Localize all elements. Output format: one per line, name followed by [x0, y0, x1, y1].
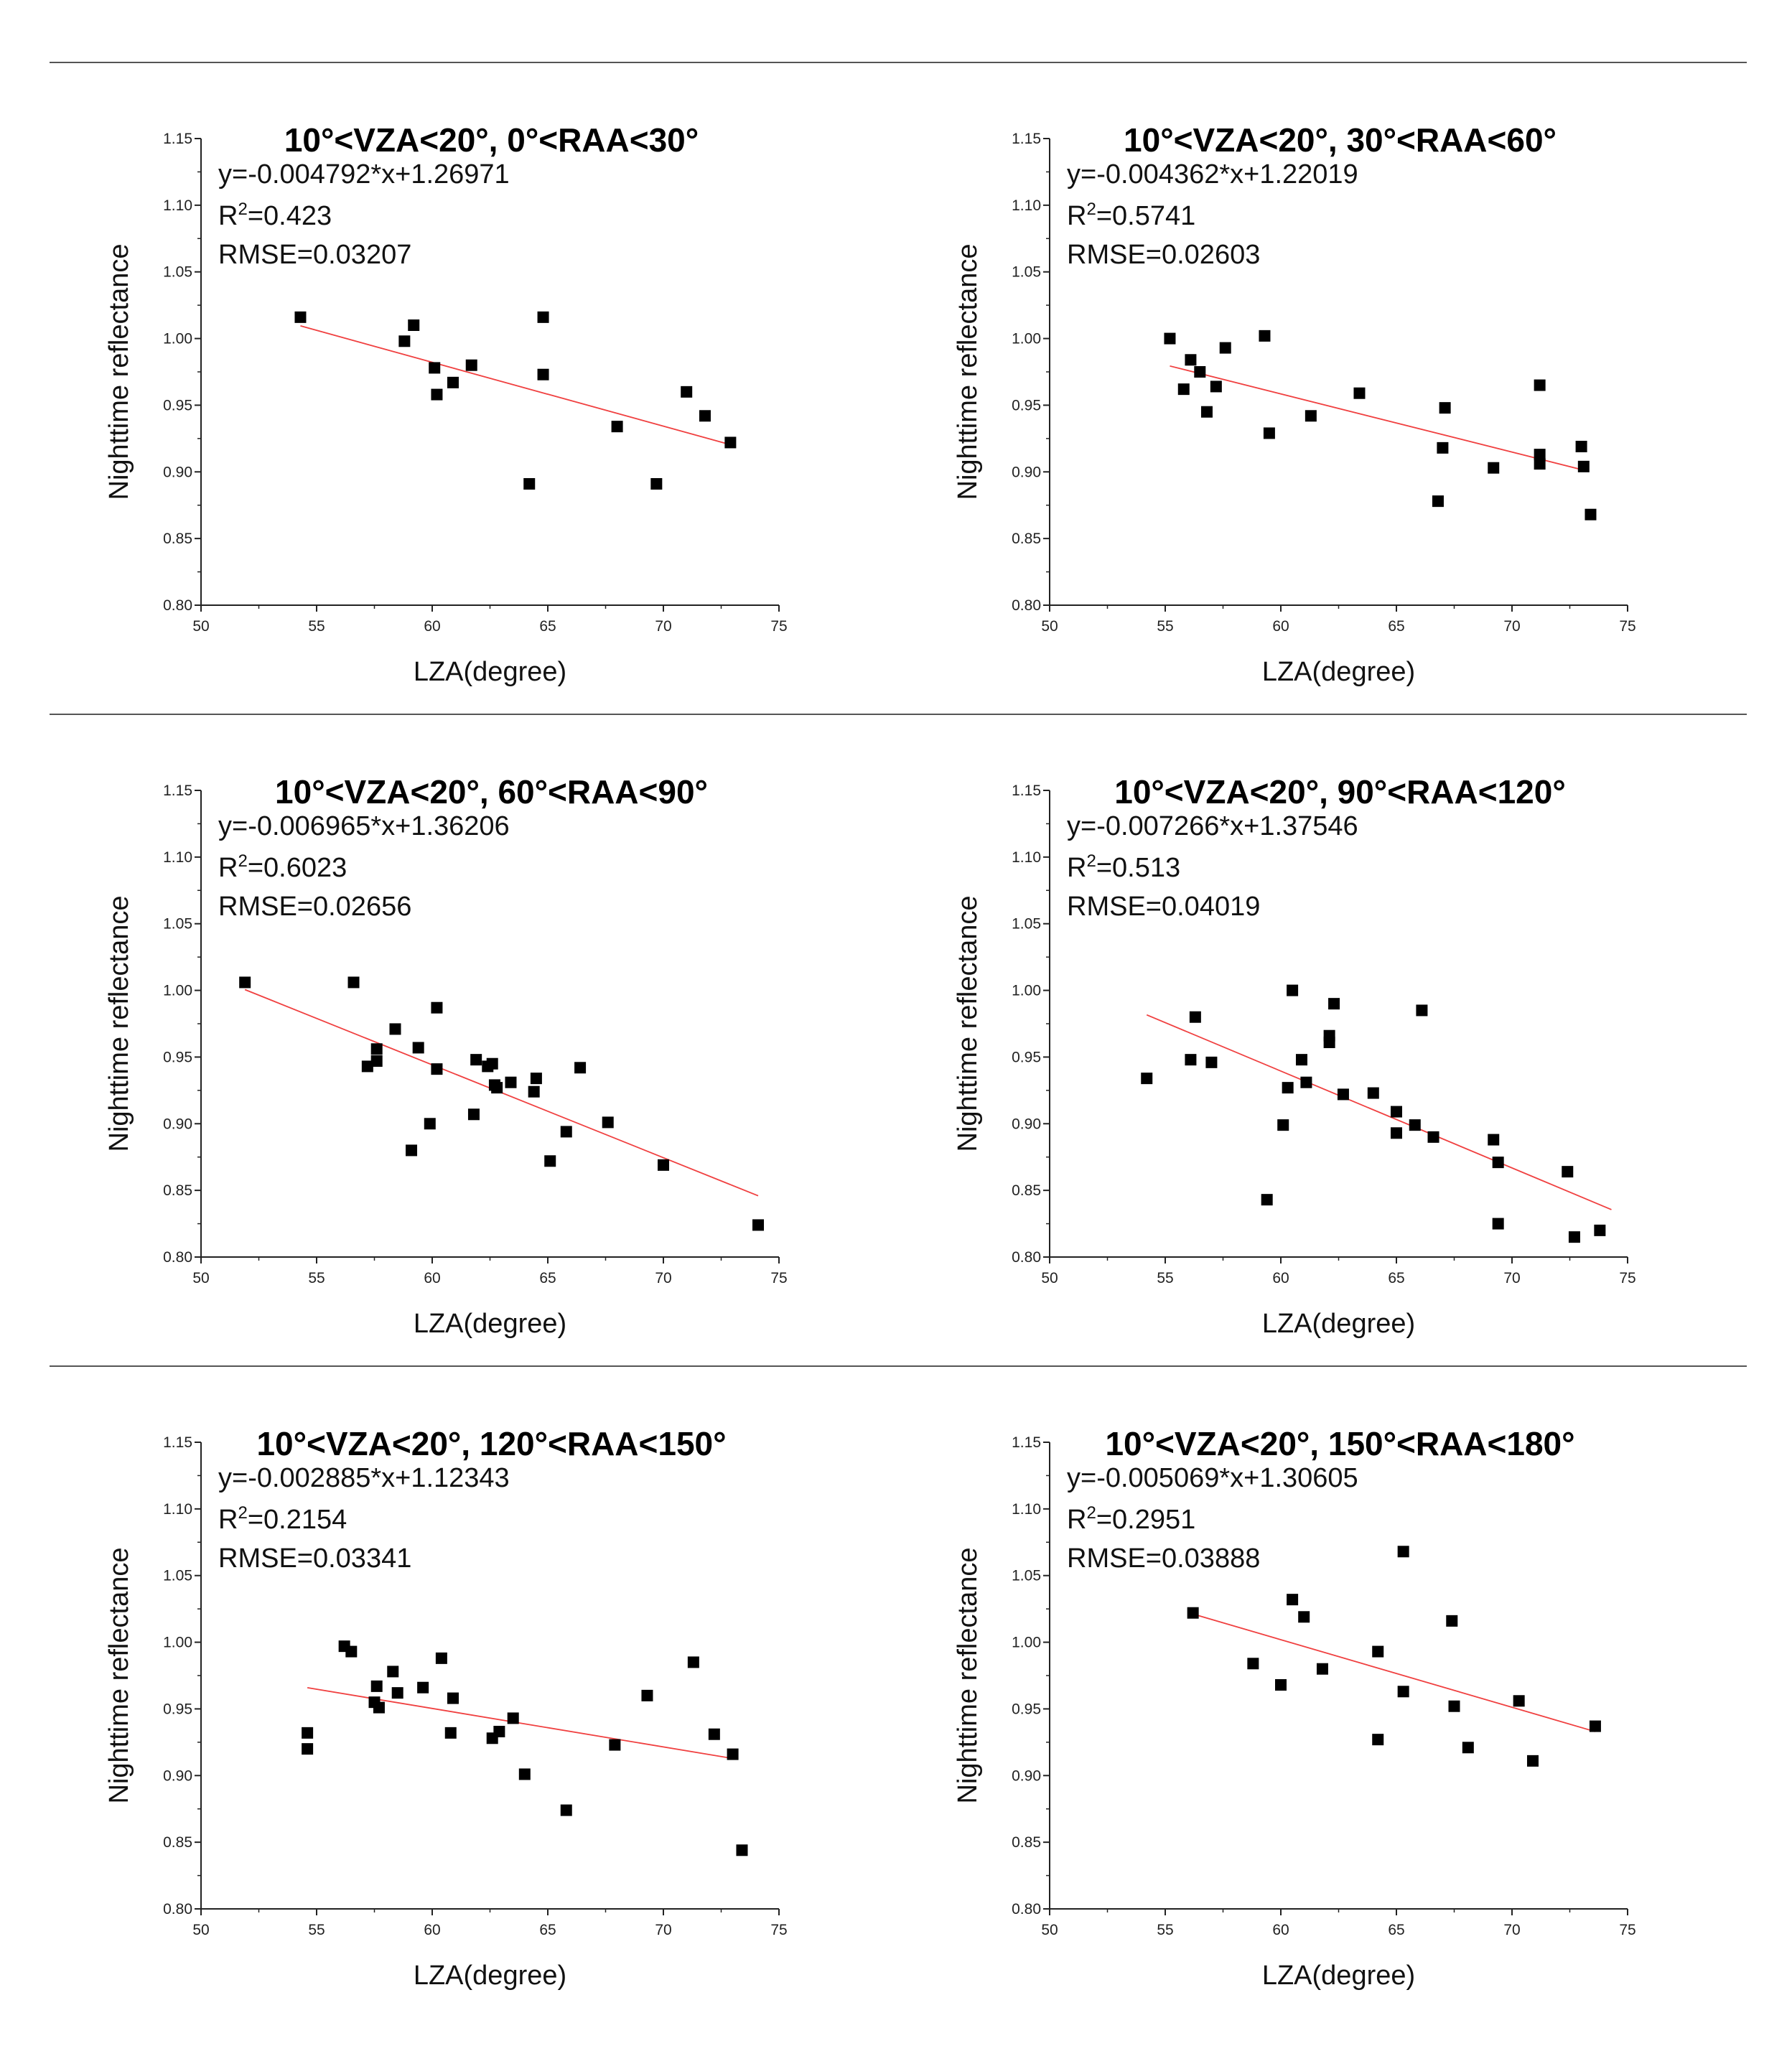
fit-line [300, 326, 730, 445]
r-squared-value: =0.2951 [1096, 1505, 1196, 1535]
data-point [1194, 366, 1205, 378]
r-squared-value: =0.513 [1096, 853, 1181, 883]
y-tick-label: 0.85 [1012, 531, 1041, 548]
data-point [1372, 1734, 1383, 1745]
x-tick-label: 70 [655, 1270, 672, 1286]
y-tick-label: 0.90 [1012, 464, 1041, 481]
data-point [1590, 1721, 1601, 1732]
data-point [1513, 1695, 1525, 1706]
chart-title: 10°<VZA<20°, 0°<RAA<30° [284, 121, 699, 159]
data-point [1247, 1658, 1259, 1669]
data-point [1210, 380, 1222, 392]
y-tick-label: 1.10 [1012, 849, 1041, 866]
data-point [1201, 406, 1213, 418]
r-squared-superscript: 2 [1086, 851, 1096, 871]
r-squared-superscript: 2 [238, 200, 248, 219]
data-point [408, 319, 419, 331]
x-tick-label: 55 [308, 1922, 325, 1938]
data-point [1398, 1686, 1409, 1697]
data-point [373, 1702, 385, 1714]
y-tick-label: 0.85 [1012, 1182, 1041, 1200]
scatter-panel-5 [104, 1425, 788, 1991]
data-point [239, 976, 251, 988]
rmse: RMSE=0.04019 [1067, 892, 1261, 922]
data-point [602, 1116, 614, 1128]
regression-equation: y=-0.002885*x+1.12343 [218, 1463, 510, 1493]
x-tick-label: 75 [770, 618, 788, 635]
y-tick-label: 1.15 [1012, 783, 1041, 799]
r-squared-superscript: 2 [238, 1503, 248, 1523]
data-point [1493, 1218, 1504, 1230]
x-axis-label: LZA(degree) [1261, 657, 1416, 687]
x-tick-label: 75 [1619, 1922, 1636, 1938]
data-point [1488, 1134, 1499, 1146]
data-point [1391, 1106, 1402, 1118]
x-tick-label: 50 [192, 1922, 210, 1938]
x-axis-label: LZA(degree) [413, 1309, 567, 1339]
chart-title: 10°<VZA<20°, 30°<RAA<60° [1124, 121, 1557, 159]
data-point [574, 1062, 586, 1073]
data-point [699, 410, 711, 421]
x-tick-label: 75 [770, 1270, 788, 1286]
data-point [1305, 410, 1317, 421]
x-tick-label: 60 [424, 1922, 441, 1938]
data-point [1372, 1646, 1383, 1658]
data-point [736, 1844, 747, 1856]
x-tick-label: 75 [770, 1922, 788, 1938]
data-point [1296, 1054, 1307, 1065]
data-point [544, 1155, 556, 1167]
data-point [468, 1108, 480, 1120]
data-point [1178, 383, 1190, 395]
data-point [650, 478, 662, 490]
scatter-panel-2 [953, 121, 1636, 687]
data-point [1534, 380, 1546, 391]
data-point [487, 1058, 498, 1070]
rmse: RMSE=0.03341 [218, 1543, 412, 1574]
y-tick-label: 0.85 [1012, 1834, 1041, 1851]
y-tick-label: 1.15 [163, 131, 192, 147]
data-point [1264, 427, 1275, 439]
data-point [1317, 1663, 1328, 1675]
r-squared-value: =0.6023 [247, 853, 347, 883]
data-point [447, 1693, 459, 1704]
y-axis-label: Nighttime reflectance [953, 1547, 983, 1804]
r-squared-value: =0.5741 [1096, 201, 1196, 231]
regression-equation: y=-0.004362*x+1.22019 [1067, 159, 1358, 190]
data-point [641, 1690, 653, 1701]
data-point [445, 1727, 457, 1739]
data-point [1416, 1004, 1427, 1016]
data-point [1261, 1194, 1273, 1205]
x-tick-label: 50 [192, 1270, 210, 1286]
rmse: RMSE=0.03888 [1067, 1543, 1261, 1574]
y-tick-label: 1.10 [1012, 1500, 1041, 1518]
data-point [348, 976, 360, 988]
y-tick-label: 0.85 [163, 531, 192, 548]
r-squared [1067, 1503, 1195, 1535]
chart-title: 10°<VZA<20°, 120°<RAA<150° [256, 1425, 727, 1462]
y-tick-label: 0.95 [163, 1701, 192, 1718]
x-axis-label: LZA(degree) [413, 657, 567, 687]
y-tick-label: 1.10 [1012, 197, 1041, 214]
data-point [709, 1729, 720, 1740]
data-point [1428, 1131, 1439, 1143]
x-tick-label: 55 [1157, 1922, 1174, 1938]
r-squared-label: R [1067, 853, 1087, 883]
data-point [612, 421, 623, 432]
y-tick-label: 0.95 [1012, 397, 1041, 414]
data-point [1187, 1607, 1199, 1619]
y-tick-label: 0.90 [163, 1767, 192, 1785]
regression-equation: y=-0.007266*x+1.37546 [1067, 811, 1358, 841]
data-point [1534, 458, 1546, 470]
x-tick-label: 65 [1388, 618, 1405, 635]
data-point [1576, 441, 1587, 452]
data-point [1562, 1166, 1573, 1177]
data-point [1585, 509, 1596, 520]
y-tick-label: 0.90 [163, 1116, 192, 1133]
regression-equation: y=-0.005069*x+1.30605 [1067, 1463, 1358, 1493]
y-tick-label: 0.95 [1012, 1701, 1041, 1718]
data-point [398, 335, 410, 347]
y-tick-label: 1.05 [163, 263, 192, 281]
data-point [1287, 1594, 1298, 1605]
x-tick-label: 65 [1388, 1270, 1405, 1286]
data-point [1282, 1082, 1294, 1093]
data-point [1338, 1088, 1349, 1100]
y-tick-label: 0.85 [163, 1182, 192, 1200]
r-squared-superscript: 2 [1086, 1503, 1096, 1523]
data-point [1205, 1057, 1217, 1068]
x-tick-label: 60 [424, 618, 441, 635]
data-point [505, 1077, 516, 1088]
y-axis-label: Nighttime reflectance [104, 895, 134, 1152]
data-point [470, 1054, 482, 1065]
y-tick-label: 1.05 [163, 915, 192, 933]
y-tick-label: 0.80 [163, 1901, 192, 1917]
data-point [1141, 1073, 1152, 1084]
y-tick-label: 0.95 [163, 397, 192, 414]
y-tick-label: 0.80 [1012, 1249, 1041, 1266]
data-point [431, 1002, 442, 1014]
r-squared-label: R [1067, 1505, 1087, 1535]
y-tick-label: 1.05 [1012, 263, 1041, 281]
fit-line [1147, 1015, 1611, 1210]
x-tick-label: 65 [539, 1270, 556, 1286]
y-tick-label: 0.90 [1012, 1767, 1041, 1785]
data-point [752, 1219, 764, 1230]
y-tick-label: 1.10 [163, 197, 192, 214]
data-point [1462, 1742, 1474, 1753]
r-squared-label: R [218, 201, 238, 231]
regression-equation: y=-0.004792*x+1.26971 [218, 159, 510, 190]
data-point [1493, 1157, 1504, 1168]
chart-title: 10°<VZA<20°, 90°<RAA<120° [1114, 773, 1566, 811]
data-point [1328, 998, 1340, 1009]
y-tick-label: 1.00 [163, 1634, 192, 1651]
data-point [1439, 402, 1451, 414]
data-point [688, 1656, 699, 1668]
x-tick-label: 55 [1157, 1270, 1174, 1286]
data-point [609, 1739, 620, 1751]
data-point [371, 1681, 383, 1692]
y-tick-label: 0.80 [163, 1249, 192, 1266]
y-tick-label: 1.00 [1012, 1634, 1041, 1651]
data-point [493, 1726, 505, 1737]
data-point [1185, 354, 1196, 365]
y-tick-label: 1.05 [1012, 915, 1041, 933]
data-point [538, 312, 549, 323]
y-tick-label: 1.15 [163, 783, 192, 799]
r-squared-label: R [218, 1505, 238, 1535]
rmse: RMSE=0.02603 [1067, 240, 1261, 270]
x-axis-label: LZA(degree) [413, 1961, 567, 1991]
y-tick-label: 1.15 [1012, 1434, 1041, 1451]
x-tick-label: 70 [655, 1922, 672, 1938]
x-tick-label: 50 [1041, 1270, 1058, 1286]
data-point [1409, 1119, 1421, 1131]
data-point [1398, 1546, 1409, 1557]
data-point [1277, 1119, 1289, 1131]
data-point [519, 1768, 531, 1780]
x-tick-label: 70 [1503, 1270, 1521, 1286]
data-point [371, 1055, 383, 1067]
x-tick-label: 55 [1157, 618, 1174, 635]
y-tick-label: 0.90 [1012, 1116, 1041, 1133]
data-point [1353, 388, 1365, 399]
data-point [345, 1646, 357, 1658]
y-tick-label: 0.80 [1012, 597, 1041, 614]
y-tick-label: 0.95 [163, 1049, 192, 1066]
data-point [431, 1063, 442, 1075]
data-point [413, 1042, 424, 1053]
y-tick-label: 1.00 [1012, 330, 1041, 347]
data-point [1449, 1701, 1460, 1712]
fit-line [1193, 1614, 1595, 1732]
y-axis-label: Nighttime reflectance [953, 243, 983, 500]
scatter-panel-6 [953, 1425, 1636, 1991]
data-point [658, 1159, 669, 1171]
x-axis-label: LZA(degree) [1261, 1309, 1416, 1339]
data-point [1527, 1755, 1539, 1767]
x-tick-label: 75 [1619, 618, 1636, 635]
y-tick-label: 0.85 [163, 1834, 192, 1851]
r-squared [218, 851, 347, 883]
data-point [1287, 985, 1298, 996]
data-point [561, 1805, 572, 1816]
r-squared-label: R [1067, 201, 1087, 231]
x-tick-label: 65 [539, 1922, 556, 1938]
data-point [1275, 1679, 1287, 1691]
y-tick-label: 0.80 [163, 597, 192, 614]
y-tick-label: 1.10 [163, 1500, 192, 1518]
data-point [1259, 330, 1270, 342]
data-point [302, 1743, 313, 1755]
data-point [1300, 1077, 1312, 1088]
data-point [294, 312, 306, 323]
y-tick-label: 1.00 [1012, 982, 1041, 999]
data-point [436, 1653, 447, 1664]
r-squared-label: R [218, 853, 238, 883]
data-point [531, 1073, 542, 1084]
x-tick-label: 65 [1388, 1922, 1405, 1938]
data-point [417, 1682, 429, 1694]
fit-line [1170, 366, 1583, 470]
scatter-panel-4 [953, 773, 1636, 1339]
y-tick-label: 1.00 [163, 982, 192, 999]
chart-title: 10°<VZA<20°, 150°<RAA<180° [1105, 1425, 1575, 1462]
data-point [561, 1126, 572, 1137]
data-point [387, 1666, 398, 1677]
scatter-panel-3 [104, 773, 788, 1339]
data-point [466, 360, 477, 371]
x-tick-label: 70 [1503, 1922, 1521, 1938]
data-point [1185, 1054, 1196, 1065]
y-tick-label: 1.15 [1012, 131, 1041, 147]
data-point [528, 1086, 540, 1098]
regression-equation: y=-0.006965*x+1.36206 [218, 811, 510, 841]
x-tick-label: 70 [655, 618, 672, 635]
r-squared [218, 1503, 347, 1535]
y-tick-label: 0.95 [1012, 1049, 1041, 1066]
data-point [429, 362, 440, 373]
y-axis-label: Nighttime reflectance [104, 1547, 134, 1804]
data-point [1569, 1231, 1580, 1243]
y-tick-label: 0.80 [1012, 1901, 1041, 1917]
data-point [538, 369, 549, 380]
y-tick-label: 1.10 [163, 849, 192, 866]
data-point [431, 389, 442, 401]
data-point [447, 377, 459, 388]
y-tick-label: 1.05 [163, 1567, 192, 1584]
y-tick-label: 1.00 [163, 330, 192, 347]
rmse: RMSE=0.03207 [218, 240, 412, 270]
data-point [1190, 1012, 1201, 1023]
y-axis-label: Nighttime reflectance [953, 895, 983, 1152]
data-point [392, 1687, 403, 1699]
r-squared [218, 200, 332, 231]
x-tick-label: 60 [424, 1270, 441, 1286]
data-point [724, 436, 736, 448]
data-point [1432, 495, 1444, 507]
data-point [1446, 1615, 1457, 1627]
data-point [1594, 1225, 1605, 1236]
x-tick-label: 65 [539, 618, 556, 635]
y-tick-label: 1.15 [163, 1434, 192, 1451]
x-tick-label: 50 [1041, 618, 1058, 635]
x-tick-label: 70 [1503, 618, 1521, 635]
x-axis-label: LZA(degree) [1261, 1961, 1416, 1991]
data-point [1391, 1127, 1402, 1139]
x-tick-label: 60 [1272, 1922, 1289, 1938]
y-axis-label: Nighttime reflectance [104, 243, 134, 500]
data-point [1298, 1611, 1310, 1622]
x-tick-label: 60 [1272, 618, 1289, 635]
x-tick-label: 55 [308, 1270, 325, 1286]
x-tick-label: 60 [1272, 1270, 1289, 1286]
r-squared [1067, 200, 1195, 231]
chart-title: 10°<VZA<20°, 60°<RAA<90° [275, 773, 708, 811]
data-point [727, 1749, 739, 1760]
data-point [302, 1727, 313, 1739]
data-point [1164, 333, 1175, 345]
r-squared-value: =0.2154 [247, 1505, 347, 1535]
y-tick-label: 1.05 [1012, 1567, 1041, 1584]
data-point [1220, 342, 1231, 354]
data-point [508, 1712, 519, 1724]
r-squared-superscript: 2 [238, 851, 248, 871]
data-point [1578, 461, 1590, 472]
data-point [1437, 442, 1448, 454]
data-point [523, 478, 535, 490]
data-point [1488, 462, 1499, 474]
data-point [1324, 1037, 1335, 1048]
x-tick-label: 55 [308, 618, 325, 635]
data-point [389, 1023, 401, 1034]
r-squared [1067, 851, 1180, 883]
data-point [491, 1082, 503, 1093]
y-tick-label: 0.90 [163, 464, 192, 481]
x-tick-label: 75 [1619, 1270, 1636, 1286]
rmse: RMSE=0.02656 [218, 892, 412, 922]
r-squared-superscript: 2 [1086, 200, 1096, 219]
data-point [424, 1118, 436, 1129]
x-tick-label: 50 [192, 618, 210, 635]
data-point [681, 386, 692, 398]
data-point [371, 1043, 383, 1055]
scatter-panel-1 [104, 121, 788, 687]
x-tick-label: 50 [1041, 1922, 1058, 1938]
data-point [406, 1144, 417, 1156]
data-point [1368, 1088, 1379, 1099]
r-squared-value: =0.423 [247, 201, 332, 231]
